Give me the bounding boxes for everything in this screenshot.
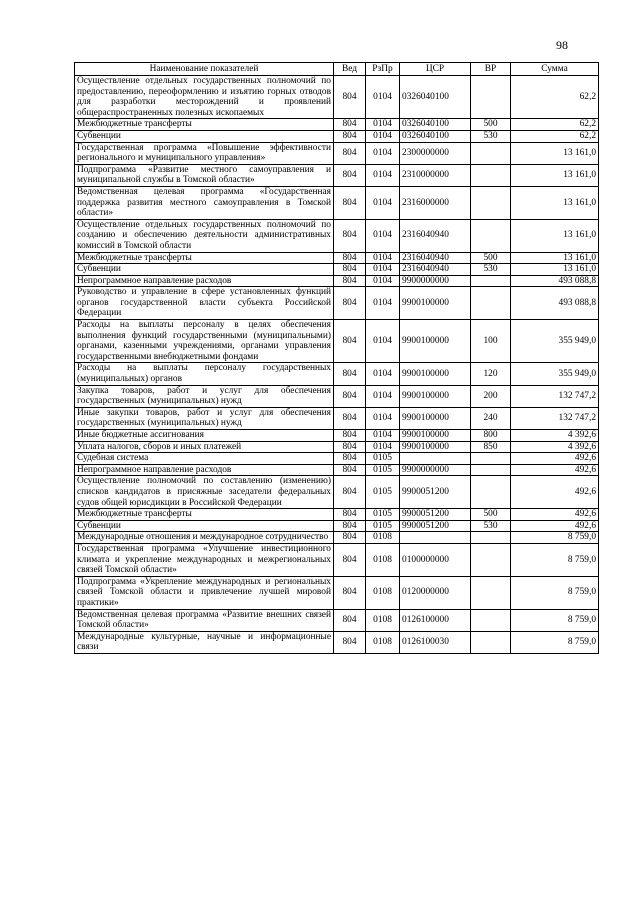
row-ved: 804	[334, 543, 366, 576]
row-csr	[400, 453, 471, 465]
row-sum: 492,6	[511, 453, 599, 465]
row-ved: 804	[334, 164, 366, 186]
row-csr: 9900051200	[400, 476, 471, 509]
table-row	[75, 287, 599, 320]
table-row	[75, 130, 599, 142]
row-rzpr: 0104	[366, 119, 400, 131]
table-row	[75, 385, 599, 407]
row-ved: 804	[334, 453, 366, 465]
row-ved: 804	[334, 476, 366, 509]
row-name: Расходы на выплаты персоналу в целях обеспечения выполнения функций государственными (муниципальными) органами, казенными учреждениями, органами управления государственными внебюджетными фондами	[75, 320, 334, 363]
row-ved: 804	[334, 464, 366, 476]
row-sum: 355 949,0	[511, 363, 599, 385]
table-row	[75, 543, 599, 576]
table-row	[75, 252, 599, 264]
row-sum: 355 949,0	[511, 320, 599, 363]
row-sum: 132 747,2	[511, 385, 599, 407]
row-name: Иные бюджетные ассигнования	[75, 430, 334, 442]
row-csr: 9900100000	[400, 430, 471, 442]
row-rzpr: 0108	[366, 543, 400, 576]
row-csr: 2316040940	[400, 252, 471, 264]
row-name: Ведомственная целевая программа «Государственная поддержка развития местного самоуправления в Томской области»	[75, 186, 334, 219]
row-name: Межбюджетные трансферты	[75, 509, 334, 521]
row-vr	[471, 576, 511, 609]
row-vr	[471, 609, 511, 631]
row-name: Судебная система	[75, 453, 334, 465]
table-row	[75, 142, 599, 164]
row-rzpr: 0108	[366, 609, 400, 631]
row-csr: 9900000000	[400, 464, 471, 476]
row-rzpr: 0104	[366, 441, 400, 453]
row-csr	[400, 532, 471, 544]
row-rzpr: 0104	[366, 142, 400, 164]
row-name: Международные культурные, научные и информационные связи	[75, 631, 334, 653]
row-vr	[471, 532, 511, 544]
table-row	[75, 119, 599, 131]
row-vr: 850	[471, 441, 511, 453]
row-csr: 9900000000	[400, 275, 471, 287]
row-rzpr: 0104	[366, 430, 400, 442]
row-sum: 492,6	[511, 464, 599, 476]
row-rzpr: 0105	[366, 509, 400, 521]
row-rzpr: 0104	[366, 275, 400, 287]
row-name: Непрограммное направление расходов	[75, 464, 334, 476]
table-row	[75, 76, 599, 119]
row-name: Международные отношения и международное сотрудничество	[75, 532, 334, 544]
row-name: Расходы на выплаты персоналу государственных (муниципальных) органов	[75, 363, 334, 385]
row-vr	[471, 631, 511, 653]
row-sum: 492,6	[511, 520, 599, 532]
row-rzpr: 0104	[366, 287, 400, 320]
table-row	[75, 430, 599, 442]
row-vr: 800	[471, 430, 511, 442]
row-sum: 493 088,8	[511, 275, 599, 287]
row-vr: 530	[471, 130, 511, 142]
row-sum: 13 161,0	[511, 164, 599, 186]
row-ved: 804	[334, 441, 366, 453]
row-ved: 804	[334, 631, 366, 653]
row-rzpr: 0104	[366, 219, 400, 252]
row-vr: 500	[471, 119, 511, 131]
row-vr: 500	[471, 252, 511, 264]
row-ved: 804	[334, 576, 366, 609]
row-vr: 530	[471, 520, 511, 532]
row-name: Закупка товаров, работ и услуг для обеспечения государственных (муниципальных) нужд	[75, 385, 334, 407]
row-csr: 9900100000	[400, 407, 471, 429]
row-vr	[471, 464, 511, 476]
row-csr: 2316040940	[400, 219, 471, 252]
row-sum: 62,2	[511, 130, 599, 142]
row-sum: 492,6	[511, 509, 599, 521]
page-number: 98	[556, 38, 568, 52]
row-name: Подпрограмма «Развитие местного самоуправления и муниципальной службы в Томской области»	[75, 164, 334, 186]
table-row	[75, 509, 599, 521]
row-sum: 62,2	[511, 76, 599, 119]
row-name: Ведомственная целевая программа «Развитие внешних связей Томской области»	[75, 609, 334, 631]
row-name: Государственная программа «Повышение эффективности регионального и муниципального управления»	[75, 142, 334, 164]
row-name: Непрограммное направление расходов	[75, 275, 334, 287]
row-ved: 804	[334, 609, 366, 631]
row-ved: 804	[334, 520, 366, 532]
row-name: Субвенции	[75, 520, 334, 532]
table-row	[75, 520, 599, 532]
row-vr	[471, 275, 511, 287]
table-row	[75, 407, 599, 429]
row-rzpr: 0104	[366, 252, 400, 264]
row-sum: 493 088,8	[511, 287, 599, 320]
row-csr: 9900051200	[400, 520, 471, 532]
row-name: Осуществление полномочий по составлению (изменению) списков кандидатов в присяжные заседатели федеральных судов общей юрисдикции в Российской Федерации	[75, 476, 334, 509]
table-body	[75, 76, 599, 654]
row-csr: 9900100000	[400, 441, 471, 453]
row-sum: 4 392,6	[511, 430, 599, 442]
row-sum: 13 161,0	[511, 186, 599, 219]
header-ved: Вед	[334, 63, 366, 76]
row-csr: 0326040100	[400, 130, 471, 142]
row-ved: 804	[334, 385, 366, 407]
row-vr	[471, 287, 511, 320]
row-ved: 804	[334, 142, 366, 164]
row-sum: 13 161,0	[511, 264, 599, 276]
row-ved: 804	[334, 219, 366, 252]
row-sum: 8 759,0	[511, 543, 599, 576]
row-sum: 8 759,0	[511, 576, 599, 609]
row-rzpr: 0104	[366, 320, 400, 363]
row-sum: 13 161,0	[511, 252, 599, 264]
table-row	[75, 186, 599, 219]
row-vr	[471, 543, 511, 576]
row-vr	[471, 453, 511, 465]
row-vr	[471, 219, 511, 252]
row-name: Субвенции	[75, 264, 334, 276]
row-rzpr: 0104	[366, 186, 400, 219]
table-row	[75, 631, 599, 653]
row-csr: 0326040100	[400, 76, 471, 119]
table-row	[75, 219, 599, 252]
row-vr	[471, 164, 511, 186]
row-ved: 804	[334, 509, 366, 521]
table-row	[75, 532, 599, 544]
row-rzpr: 0104	[366, 407, 400, 429]
table-row	[75, 363, 599, 385]
row-sum: 8 759,0	[511, 631, 599, 653]
row-vr	[471, 76, 511, 119]
row-sum: 62,2	[511, 119, 599, 131]
row-csr: 0100000000	[400, 543, 471, 576]
row-ved: 804	[334, 287, 366, 320]
header-name: Наименование показателей	[75, 63, 334, 76]
row-csr: 0326040100	[400, 119, 471, 131]
row-vr: 240	[471, 407, 511, 429]
row-name: Подпрограмма «Укрепление международных и региональных связей Томской области и привлечение лучшей мировой практики»	[75, 576, 334, 609]
table-row	[75, 576, 599, 609]
row-rzpr: 0105	[366, 476, 400, 509]
row-csr: 2316040940	[400, 264, 471, 276]
header-csr: ЦСР	[400, 63, 471, 76]
row-vr	[471, 142, 511, 164]
row-sum: 492,6	[511, 476, 599, 509]
row-ved: 804	[334, 119, 366, 131]
row-ved: 804	[334, 320, 366, 363]
row-name: Осуществление отдельных государственных полномочий по созданию и обеспечению деятельности административных комиссий в Томской области	[75, 219, 334, 252]
table-row	[75, 320, 599, 363]
row-name: Иные закупки товаров, работ и услуг для обеспечения государственных (муниципальных) нужд	[75, 407, 334, 429]
header-sum: Сумма	[511, 63, 599, 76]
row-sum: 13 161,0	[511, 142, 599, 164]
table-row	[75, 441, 599, 453]
table-row	[75, 453, 599, 465]
row-csr: 9900051200	[400, 509, 471, 521]
row-vr: 500	[471, 509, 511, 521]
row-rzpr: 0104	[366, 130, 400, 142]
row-name: Осуществление отдельных государственных полномочий по предоставлению, переоформлению и изъятию горных отводов для разработки месторождений и проявлений общераспространенных полезных ископаемых	[75, 76, 334, 119]
table-row	[75, 264, 599, 276]
row-csr: 9900100000	[400, 363, 471, 385]
row-csr: 9900100000	[400, 287, 471, 320]
row-rzpr: 0105	[366, 520, 400, 532]
row-csr: 0126100030	[400, 631, 471, 653]
table-row	[75, 476, 599, 509]
table-row	[75, 609, 599, 631]
row-name: Межбюджетные трансферты	[75, 119, 334, 131]
row-ved: 804	[334, 532, 366, 544]
row-ved: 804	[334, 407, 366, 429]
header-rzpr: РзПр	[366, 63, 400, 76]
row-sum: 13 161,0	[511, 219, 599, 252]
row-rzpr: 0105	[366, 464, 400, 476]
row-ved: 804	[334, 363, 366, 385]
row-ved: 804	[334, 130, 366, 142]
row-sum: 4 392,6	[511, 441, 599, 453]
row-csr: 9900100000	[400, 320, 471, 363]
row-rzpr: 0104	[366, 264, 400, 276]
table-row	[75, 464, 599, 476]
row-ved: 804	[334, 430, 366, 442]
row-ved: 804	[334, 186, 366, 219]
row-rzpr: 0104	[366, 385, 400, 407]
row-csr: 0120000000	[400, 576, 471, 609]
row-rzpr: 0108	[366, 532, 400, 544]
row-vr: 120	[471, 363, 511, 385]
row-rzpr: 0104	[366, 164, 400, 186]
row-vr: 100	[471, 320, 511, 363]
row-csr: 2310000000	[400, 164, 471, 186]
budget-table	[74, 62, 599, 654]
row-csr: 2316000000	[400, 186, 471, 219]
row-vr: 530	[471, 264, 511, 276]
row-ved: 804	[334, 264, 366, 276]
header-vr: ВР	[471, 63, 511, 76]
row-name: Уплата налогов, сборов и иных платежей	[75, 441, 334, 453]
row-csr: 2300000000	[400, 142, 471, 164]
row-name: Государственная программа «Улучшение инвестиционного климата и укрепление международных и межрегиональных связей Томской области»	[75, 543, 334, 576]
row-csr: 9900100000	[400, 385, 471, 407]
row-sum: 8 759,0	[511, 609, 599, 631]
row-ved: 804	[334, 275, 366, 287]
row-vr	[471, 186, 511, 219]
row-rzpr: 0108	[366, 631, 400, 653]
row-rzpr: 0104	[366, 363, 400, 385]
row-ved: 804	[334, 76, 366, 119]
table-row	[75, 275, 599, 287]
row-rzpr: 0105	[366, 453, 400, 465]
row-ved: 804	[334, 252, 366, 264]
row-rzpr: 0104	[366, 76, 400, 119]
row-vr: 200	[471, 385, 511, 407]
row-rzpr: 0108	[366, 576, 400, 609]
row-csr: 0126100000	[400, 609, 471, 631]
row-vr	[471, 476, 511, 509]
table-row	[75, 164, 599, 186]
row-sum: 8 759,0	[511, 532, 599, 544]
row-name: Субвенции	[75, 130, 334, 142]
table-header-row	[75, 63, 599, 76]
row-name: Руководство и управление в сфере установленных функций органов государственной власти субъекта Российской Федерации	[75, 287, 334, 320]
row-sum: 132 747,2	[511, 407, 599, 429]
row-name: Межбюджетные трансферты	[75, 252, 334, 264]
